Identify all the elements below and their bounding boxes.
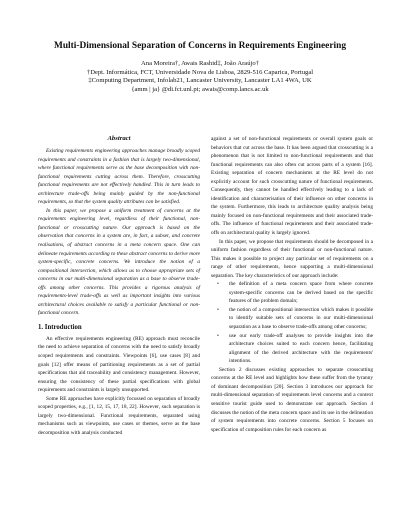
section-heading-introduction: 1. Introduction <box>38 323 82 331</box>
bullet-icon: • <box>217 306 219 313</box>
left-column <box>38 134 200 438</box>
abstract-heading: Abstract <box>107 135 131 142</box>
list-item-text: the definition of a meta concern space from where concrete system-specific concerns can be derived based on the specific features of the problem domain; <box>229 281 373 305</box>
right-paragraph-2: In this paper, we propose that requirements should be decomposed in a uniform fashion regardless of their functional or non-functional nature. This makes it possible to project any particular set of requirements on a range of other requirements, hence supporting a multi-dimensional separation. The key characteristics of our approach include: <box>211 238 373 279</box>
bullet-icon: • <box>217 281 219 288</box>
right-column <box>211 135 373 434</box>
abstract-paragraph-1: Existing requirements engineering approaches manage broadly scoped requirements and constraints in a fashion that is largely two-dimensional, where functional requirements serve as the base decomposition with non-functional requirements cutting across them. Therefore, crosscutting functional requirements are not effectively handled. This in turn leads to architecture trade-offs being mainly guided by the non-functional requirements, so that the system quality attributes can be satisfied. <box>38 148 200 206</box>
author-block <box>20 60 380 94</box>
abstract <box>38 134 200 318</box>
bullet-icon: • <box>217 332 219 339</box>
list-item-text: the notion of a compositional intersection which makes it possible to identify suitable sets of concerns in our multi-dimensional separation as a base to observe trade-offs among other concerns; <box>229 306 373 331</box>
right-paragraph-3: Section 2 discusses existing approaches to separate crosscutting concerns at the RE level and highlights how these suffer from the tyranny of dominant decomposition [20]. Section 3 introduces our approach for multi-dimensional separation of requirements level concerns and a context sensitive tourist guide used to demonstrate our approach. Section 4 discusses the notion of the meta concern space and its use in the delineation of system requirements into concrete concerns. Section 5 focuses on specification of composition rules for each concern as <box>211 366 373 433</box>
list-item <box>217 306 373 332</box>
intro-paragraph-1: An effective requirements engineering (RE) approach must reconcile the need to achieve separation of concerns with the need to satisfy broadly scoped requirements and constraints. Viewpoints [6], use cases [8] and goals [12] offer means of partitioning requirements as a set of partial specifications that aid traceability and consistency management. However, ensuring the consistency of these partial specifications with global requirements and constraints is largely unsupported. <box>38 335 200 394</box>
introduction <box>38 323 200 438</box>
intro-paragraph-2: Some RE approaches have explicitly focussed on separation of broadly scoped properties, e.g., [1, 12, 15, 17, 18, 22]. However, such separation is largely two-dimensional. Functional requirements, separated using mechanisms such as viewpoints, use cases or themes, serve as the base decomposition with analysis conducted <box>38 395 200 436</box>
affiliation-lancaster: ‡Computing Department, Infolab21, Lancaster University, Lancaster LA1 4WA, UK <box>88 77 312 85</box>
right-paragraph-1: against a set of non-functional requirements or overall system goals or behaviors that cut across the base. It has been argued that crosscutting is a phenomenon that is not limited to non-functional requirements and that functional requirements can also often cut across parts of a system [16]. Existing separation of concern mechanisms at the RE level do not explicitly account for such crosscutting nature of functional requirements. Consequently, they cannot be handled effectively leading to a lack of identification and characterisation of their influence on other concerns in the system. Furthermore, this leads to architecture quality analysis being mainly focused on non-functional requirements and their associated trade-offs. The influence of functional requirements and their associated trade-offs on architectural quality is largely ignored. <box>211 136 373 237</box>
author-emails: {amm | ja} @di.fct.unl.pt; awais@comp.lancs.ac.uk <box>131 85 269 93</box>
paper-title: Multi-Dimensional Separation of Concerns in Requirements Engineering <box>53 41 347 51</box>
list-item <box>217 280 373 306</box>
list-item <box>217 332 373 366</box>
contribution-list <box>211 280 373 365</box>
affiliation-lisbon: †Dept. Informática, FCT, Universidade Nova de Lisboa, 2829-516 Caparica, Portugal <box>86 68 314 76</box>
author-names: Ana Moreira†, Awais Rashid‡, João Araújo† <box>141 60 259 67</box>
list-item-text: use our early trade-off analyses to provide insights into the architecture choices suited to each concern hence, facilitating alignment of the derived architecture with the requirements' intentions. <box>229 332 373 365</box>
abstract-paragraph-2: In this paper, we propose a uniform treatment of concerns at the requirements engineering level, regardless of their functional, non-functional or crosscutting nature. Our approach is based on the observation that concerns in a system are, in fact, a subset, and concrete realisations, of abstract concerns in a meta concern space. One can delineate requirements according to these abstract concerns to derive more system-specific, concrete concerns. We introduce the notion of a compositional intersection, which allows us to choose appropriate sets of concerns in our multi-dimensional separation as a base to observe trade-offs among other concerns. This provides a rigorous analysis of requirements-level trade-offs as well as important insights into various architectural choices available to satisfy a particular functional or non-functional concern. <box>38 207 200 317</box>
